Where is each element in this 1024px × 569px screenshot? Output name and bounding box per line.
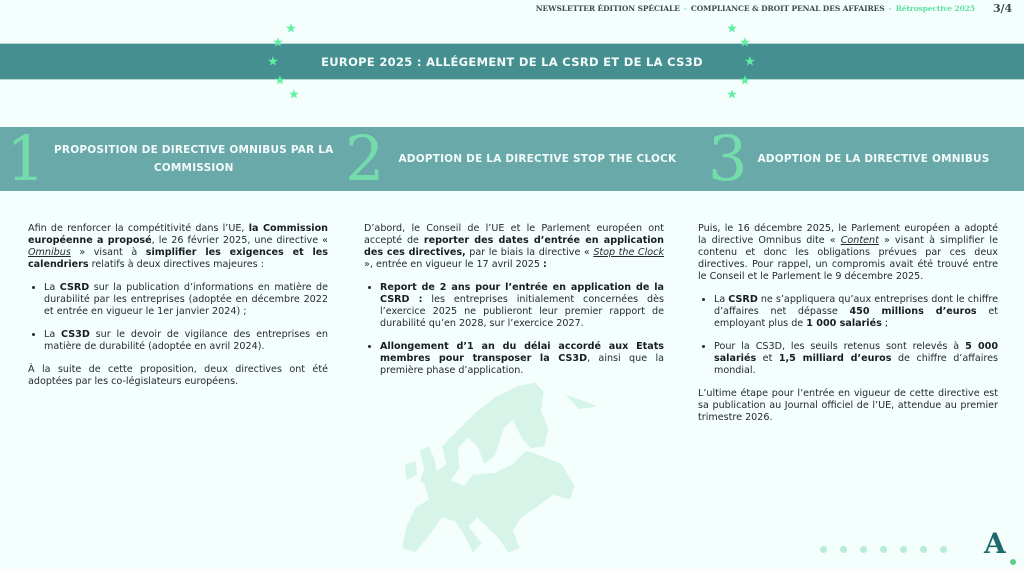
text-span: » visant à simplifier le contenu et donc les obligations prévues par ces deux directives. Pour rappel, un compromis avait été trouvé entre le Conseil et le Parlement le 9 décembre 2025. <box>698 235 998 282</box>
logo-dot <box>1010 559 1016 565</box>
dot <box>920 546 927 553</box>
header-separator-2: - <box>888 4 892 13</box>
text-span: La <box>44 282 60 293</box>
step-title: ADOPTION DE LA DIRECTIVE OMNIBUS <box>757 153 990 165</box>
step-number: 2 <box>345 122 385 195</box>
list-item <box>714 341 998 377</box>
text-span: CS3D <box>61 329 90 340</box>
text-span: et <box>756 353 779 364</box>
brand-logo: A <box>984 527 1006 560</box>
steps-band <box>0 122 1024 195</box>
directive-name: Omnibus <box>28 247 71 258</box>
bold-text: simplifier les exigences et les calendriers <box>28 247 328 270</box>
list-item <box>714 294 998 330</box>
europe-map-illustration <box>380 368 610 568</box>
column-commission-proposal <box>28 223 328 399</box>
eu-star-icon: ★ <box>726 21 738 37</box>
text-span: Report de 2 ans pour l’entrée en application de la CSRD : <box>380 282 664 305</box>
bullet-list <box>698 294 998 377</box>
text-span: de chiffre d’affaires mondial. <box>714 353 999 376</box>
text-span: CSRD <box>728 294 758 305</box>
eu-star-icon: ★ <box>739 73 751 89</box>
dot <box>820 546 827 553</box>
page-title: EUROPE 2025 : ALLÉGEMENT DE LA CSRD ET DE LA CS3D <box>321 54 703 69</box>
step-title: PROPOSITION DE DIRECTIVE OMNIBUS PAR LA COMMISSION <box>54 144 334 174</box>
text: Afin de renforcer la compétitivité dans l’UE, <box>28 223 249 234</box>
text-span: La <box>44 329 62 340</box>
paragraph-outro: À la suite de cette proposition, deux directives ont été adoptées par les co-législateurs européens. <box>28 364 328 387</box>
paragraph-intro <box>364 223 664 271</box>
text-span: reporter des dates d’entrée en application des ces directives, <box>364 235 664 258</box>
text-span: Allongement d’1 an du délai accordé aux Etats membres pour transposer la CS3D <box>380 341 664 364</box>
bullet-list <box>28 282 328 353</box>
eu-star-icon: ★ <box>274 73 286 89</box>
dot <box>900 546 907 553</box>
paragraph-intro <box>28 223 328 271</box>
text-span: 5 000 salariés <box>714 341 998 364</box>
text-span: et employant plus de <box>714 306 998 329</box>
text: relatifs à deux directives majeures : <box>88 259 264 270</box>
step-number: 1 <box>6 122 46 195</box>
directive-name: Content <box>840 235 879 246</box>
title-banner <box>0 43 1024 80</box>
text-span: : <box>543 259 547 270</box>
dot <box>940 546 947 553</box>
decorative-dots <box>820 546 947 553</box>
text-span: par le biais la directive « <box>465 247 594 258</box>
step-number: 3 <box>708 122 748 195</box>
step-2 <box>345 122 685 195</box>
section-label: COMPLIANCE & DROIT PENAL DES AFFAIRES <box>690 4 885 13</box>
eu-star-icon: ★ <box>288 87 300 103</box>
newsletter-header <box>536 2 1012 15</box>
text-span: sur la publication d’informations en matière de durabilité par les entreprises (adoptée en décembre 2022 et entrée en vigueur le 1er janvier 2024) ; <box>44 282 328 317</box>
column-omnibus-adoption <box>698 223 998 435</box>
step-title: ADOPTION DE LA DIRECTIVE STOP THE CLOCK <box>398 153 677 165</box>
paragraph-outro: L’ultime étape pour l’entrée en vigueur de cette directive est sa publication au Journal officiel de l’UE, attendue au premier trimestre 2026. <box>698 388 998 423</box>
eu-star-icon: ★ <box>744 54 756 70</box>
header-separator: - <box>683 4 687 13</box>
text-span: 450 millions d’euros <box>849 306 977 317</box>
list-item <box>380 341 664 377</box>
text-span: D’abord, le Conseil de l’UE et le Parlement européen ont accepté de <box>364 223 664 246</box>
text-span: ne s’appliquera qu’aux entreprises dont le chiffre d’affaires net dépasse <box>714 294 998 317</box>
text: , le 26 février 2025, une directive « <box>151 235 328 246</box>
column-stop-the-clock <box>364 223 664 388</box>
text-span: , ainsi que la première phase d’application. <box>380 353 664 376</box>
eu-star-icon: ★ <box>272 35 284 51</box>
ireland-shape <box>405 461 417 480</box>
eu-star-icon: ★ <box>285 21 297 37</box>
bold-text: la Commission européenne a proposé <box>28 223 328 246</box>
text: » visant à <box>70 247 146 258</box>
eu-star-icon: ★ <box>726 87 738 103</box>
eu-star-icon: ★ <box>739 35 751 51</box>
bullet-list <box>364 282 664 377</box>
dot <box>860 546 867 553</box>
text-span: Pour la CS3D, les seuils retenus sont relevés à <box>714 341 966 352</box>
text-span: CSRD <box>59 282 90 293</box>
text-span: ; <box>881 318 889 329</box>
text-span: 1 000 salariés <box>806 318 882 329</box>
list-item <box>380 282 664 330</box>
text-span: les entreprises initialement concernées dès l’exercice 2025 ne publieront leur premier rapport de durabilité qu’en 2028, sur l’exercice 2027. <box>380 294 664 329</box>
directive-name: Stop the Clock <box>593 247 664 258</box>
eu-star-icon: ★ <box>267 54 279 70</box>
newsletter-label: NEWSLETTER ÉDITION SPÉCIALE <box>535 4 680 13</box>
text-span: La <box>714 294 729 305</box>
step-1 <box>6 122 336 195</box>
text-span: Puis, le 16 décembre 2025, le Parlement européen a adopté la directive Omnibus dite « <box>698 223 998 246</box>
retrospective-label: Rétrospective 2025 <box>895 4 975 13</box>
scandinavia-east-shape <box>566 395 597 409</box>
page-number: 3/4 <box>992 2 1012 15</box>
step-3 <box>708 122 1018 195</box>
list-item <box>44 282 328 318</box>
dot <box>880 546 887 553</box>
paragraph-intro <box>698 223 998 283</box>
text-span: sur le devoir de vigilance des entreprises en matière de durabilité (adoptée en avril 2024). <box>44 329 328 352</box>
text-span: 1,5 milliard d’euros <box>778 353 892 364</box>
text-span: », entrée en vigueur le 17 avril 2025 <box>364 259 544 270</box>
list-item <box>44 329 328 353</box>
dot <box>840 546 847 553</box>
